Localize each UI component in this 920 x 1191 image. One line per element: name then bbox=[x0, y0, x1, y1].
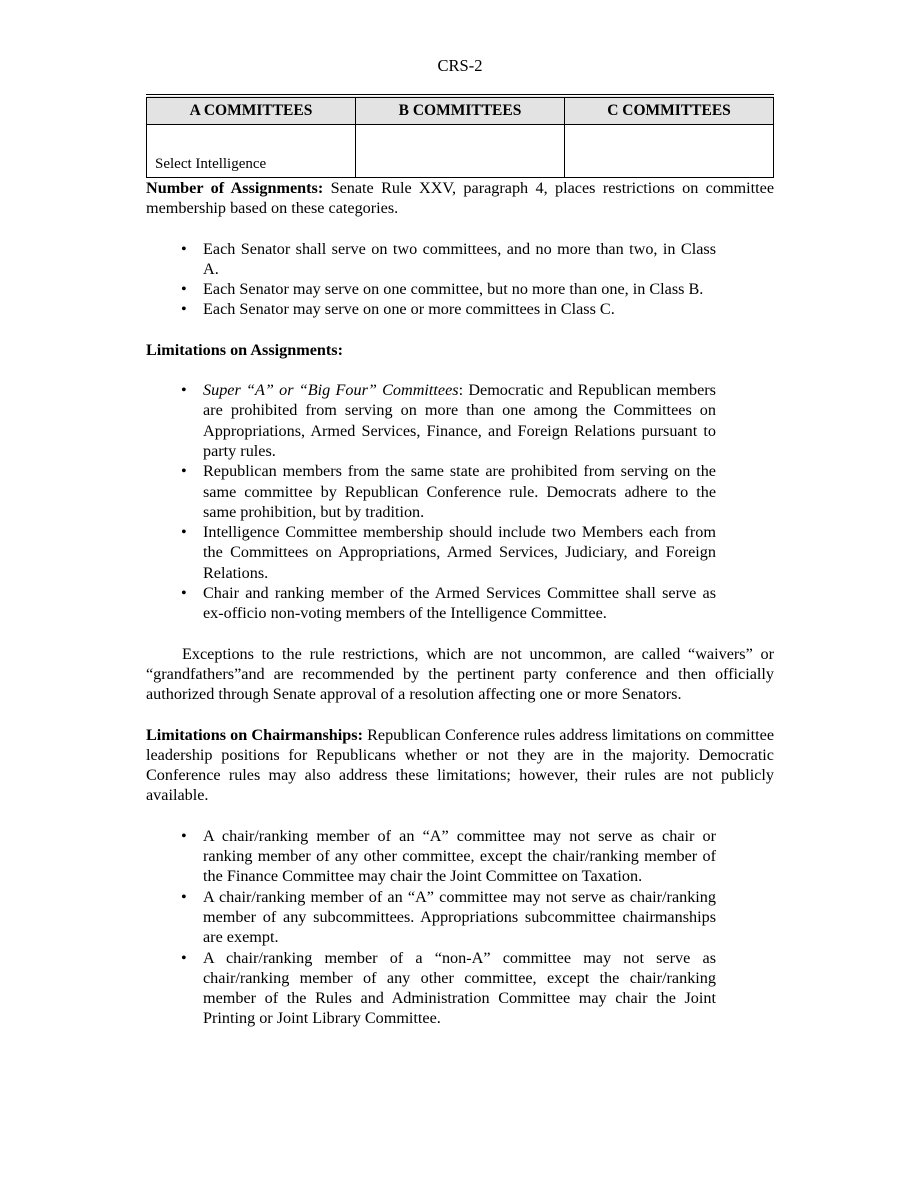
number-of-assignments-paragraph bbox=[146, 178, 774, 219]
exceptions-paragraph: Exceptions to the rule restrictions, which are not uncommon, are called “waivers” or “grandfathers”and are recommended by the pertinent party conference and then officially authorized through Senate approval of a resolution affecting one or more Senators. bbox=[146, 644, 774, 704]
number-of-assignments-heading: Number of Assignments: bbox=[146, 179, 324, 197]
list-item: • Chair and ranking member of the Armed Services Committee shall serve as ex-officio non-voting members of the Intelligence Committee. bbox=[203, 583, 716, 624]
limitations-on-chairmanships-heading: Limitations on Chairmanships: bbox=[146, 725, 363, 744]
list-item: • Intelligence Committee membership should include two Members each from the Committees on Appropriations, Armed Services, Judiciary, and Foreign Relations. bbox=[203, 522, 716, 583]
table-row bbox=[147, 125, 774, 178]
table-header-row bbox=[147, 96, 774, 125]
list-item-text: : Democratic and Republican members are prohibited from serving on more than one among the Committees on Appropriations, Armed Services, Finance, and Foreign Relations pursuant to party rules. bbox=[203, 381, 716, 460]
list-item: • Each Senator may serve on one committee, but no more than one, in Class B. bbox=[203, 279, 716, 299]
document-body bbox=[146, 178, 774, 1029]
chairmanships-list bbox=[146, 826, 774, 1029]
super-a-committees-label: Super “A” or “Big Four” Committees bbox=[203, 381, 459, 400]
committee-table bbox=[146, 94, 774, 178]
page-number: CRS-2 bbox=[437, 56, 483, 75]
list-item: • A chair/ranking member of an “A” committee may not serve as chair or ranking member of any other committee, except the chair/ranking member of the Finance Committee may chair the Joint Committee on Taxation. bbox=[203, 826, 716, 887]
limitations-on-chairmanships-text: Republican Conference rules address limitations on committee leadership positions for Republicans whether or not they are in the majority. Democratic Conference rules may also address these limitations; however, their rules are not publicly available. bbox=[146, 725, 775, 805]
column-header-c-committees: C COMMITTEES bbox=[565, 96, 774, 125]
assignments-list bbox=[146, 239, 774, 320]
list-item: • A chair/ranking member of a “non-A” committee may not serve as chair/ranking member of any other committee, except the chair/ranking member of the Rules and Administration Committee may chair the Joint Printing or Joint Library Committee. bbox=[203, 948, 716, 1029]
list-item: • Each Senator may serve on one or more committees in Class C. bbox=[203, 299, 716, 319]
limitations-on-assignments-heading bbox=[146, 340, 774, 360]
list-item: • A chair/ranking member of an “A” committee may not serve as chair/ranking member of any subcommittees. Appropriations subcommittee chairmanships are exempt. bbox=[203, 887, 716, 948]
table-cell bbox=[356, 125, 565, 178]
list-item: • Each Senator shall serve on two committees, and no more than two, in Class A. bbox=[203, 239, 716, 280]
limitations-list bbox=[146, 380, 774, 624]
column-header-a-committees: A COMMITTEES bbox=[147, 96, 356, 125]
list-item bbox=[203, 380, 716, 461]
column-header-b-committees: B COMMITTEES bbox=[356, 96, 565, 125]
table-cell: Select Intelligence bbox=[147, 125, 356, 178]
section-heading: Limitations on Assignments: bbox=[146, 340, 343, 359]
table-cell bbox=[565, 125, 774, 178]
number-of-assignments-text: Senate Rule XXV, paragraph 4, places restrictions on committee membership based on these categories. bbox=[146, 179, 775, 218]
limitations-on-chairmanships-paragraph bbox=[146, 725, 774, 806]
list-item: • Republican members from the same state are prohibited from serving on the same committee by Republican Conference rule. Democrats adhere to the same prohibition, but by tradition. bbox=[203, 461, 716, 522]
